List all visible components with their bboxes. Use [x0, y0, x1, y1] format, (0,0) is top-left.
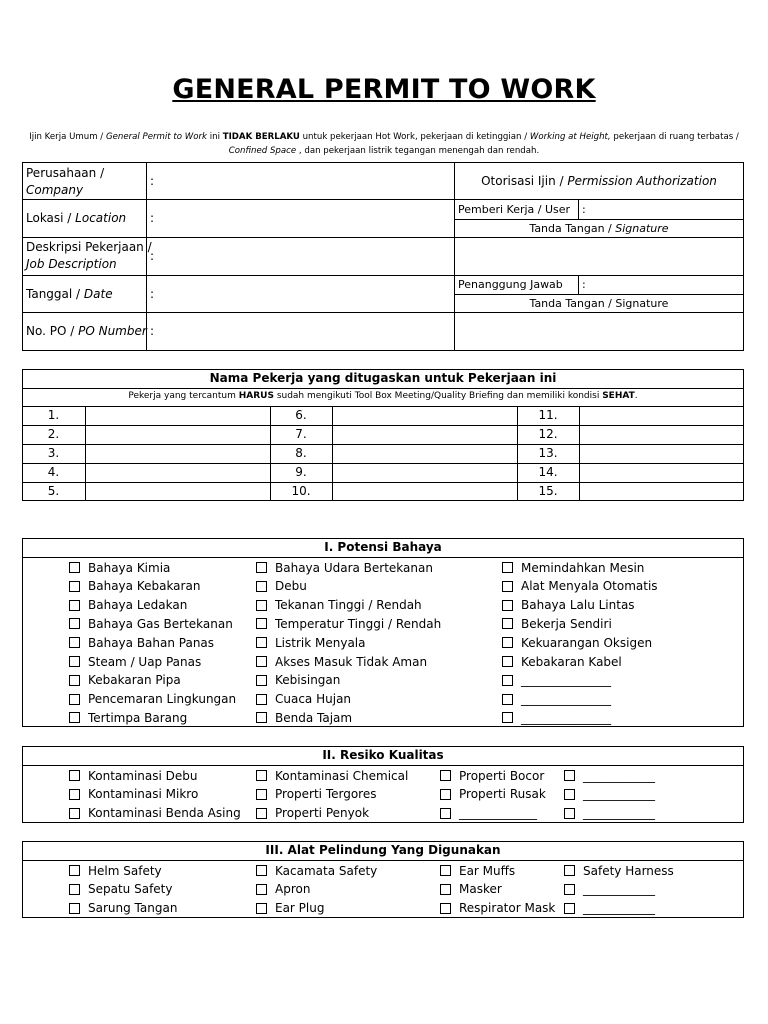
worker-name-field[interactable]: [580, 464, 743, 481]
checkbox[interactable]: [256, 808, 267, 819]
worker-name-field[interactable]: [333, 426, 516, 443]
worker-name-field[interactable]: [580, 483, 743, 500]
checkbox[interactable]: [256, 903, 267, 914]
user-signature-label: Tanda Tangan / Signature: [529, 222, 669, 235]
checkbox[interactable]: [502, 562, 513, 573]
checkbox[interactable]: [256, 694, 267, 705]
quality-item[interactable]: [440, 804, 537, 823]
quality-item[interactable]: [564, 766, 655, 785]
checkbox[interactable]: [69, 562, 80, 573]
hazards-item[interactable]: [502, 577, 658, 596]
checkbox-label: Kebakaran Kabel: [521, 654, 622, 669]
checkbox-label: Kontaminasi Benda Asing: [88, 806, 241, 821]
worker-number: 13.: [538, 446, 558, 460]
checkbox-label: ____________: [583, 806, 655, 821]
checkbox-label: ____________: [583, 901, 655, 916]
hazards-item[interactable]: [256, 690, 351, 709]
hazards-item[interactable]: [502, 652, 622, 671]
job-description-field[interactable]: :: [150, 249, 155, 263]
worker-name-field[interactable]: [580, 407, 743, 424]
quality-item[interactable]: [440, 785, 546, 804]
hazards-item[interactable]: [502, 633, 652, 652]
quality-item[interactable]: [564, 804, 655, 823]
checkbox-label: Alat Menyala Otomatis: [521, 579, 658, 594]
hazards-item[interactable]: [502, 708, 611, 727]
checkbox[interactable]: [564, 770, 575, 781]
hazards-item[interactable]: [256, 596, 422, 615]
checkbox[interactable]: [256, 618, 267, 629]
ppe-item[interactable]: [564, 861, 674, 880]
ppe-item[interactable]: [69, 899, 177, 918]
worker-number: 3.: [47, 446, 60, 460]
hazards-item[interactable]: [256, 652, 427, 671]
checkbox-label: _______________: [521, 710, 611, 725]
checkbox[interactable]: [440, 770, 451, 781]
worker-name-field[interactable]: [333, 464, 516, 481]
checkbox-label: Benda Tajam: [275, 710, 353, 725]
checkbox-label: Tertimpa Barang: [88, 710, 188, 725]
checkbox-label: Ear Plug: [275, 901, 325, 916]
user-field[interactable]: :: [582, 203, 586, 216]
hazards-item[interactable]: [502, 671, 611, 690]
intro-note: [22, 130, 746, 158]
checkbox-label: Properti Bocor: [459, 768, 545, 783]
ppe-heading: III. Alat Pelindung Yang Digunakan: [265, 843, 501, 857]
worker-number: 8.: [295, 446, 307, 460]
checkbox[interactable]: [502, 694, 513, 705]
hazards-item[interactable]: [69, 596, 187, 615]
checkbox-label: Bahaya Ledakan: [88, 598, 188, 613]
workers-heading: Nama Pekerja yang ditugaskan untuk Pekerjaan ini: [209, 371, 557, 385]
checkbox-label: Properti Penyok: [275, 806, 370, 821]
checkbox-label: ____________: [583, 768, 655, 783]
checkbox[interactable]: [502, 637, 513, 648]
checkbox[interactable]: [69, 637, 80, 648]
checkbox-label: Pencemaran Lingkungan: [88, 692, 237, 707]
checkbox[interactable]: [69, 675, 80, 686]
authorization-heading: Otorisasi Ijin / Permission Authorization: [481, 174, 717, 188]
worker-name-field[interactable]: [86, 407, 269, 424]
checkbox-label: ____________: [583, 882, 655, 897]
checkbox-label: Masker: [459, 882, 502, 897]
quality-item[interactable]: [256, 785, 376, 804]
checkbox-label: Sarung Tangan: [88, 901, 178, 916]
checkbox-label: _____________: [459, 806, 537, 821]
checkbox-label: _______________: [521, 692, 611, 707]
worker-number: 11.: [538, 408, 558, 422]
responsible-field[interactable]: :: [582, 278, 586, 291]
quality-item[interactable]: [69, 785, 198, 804]
checkbox-label: Bahaya Lalu Lintas: [521, 598, 635, 613]
job-description-label-en: Job Description: [26, 257, 117, 271]
checkbox-label: Cuaca Hujan: [275, 692, 352, 707]
worker-number: 4.: [47, 465, 60, 479]
checkbox[interactable]: [502, 675, 513, 686]
checkbox[interactable]: [69, 712, 80, 723]
quality-item[interactable]: [564, 785, 655, 804]
checkbox[interactable]: [564, 865, 575, 876]
worker-name-field[interactable]: [86, 426, 269, 443]
worker-name-field[interactable]: [86, 464, 269, 481]
hazards-item[interactable]: [69, 708, 187, 727]
checkbox[interactable]: [502, 618, 513, 629]
hazards-heading: I. Potensi Bahaya: [324, 540, 442, 554]
checkbox[interactable]: [256, 789, 267, 800]
hazards-item[interactable]: [69, 558, 170, 577]
quality-item[interactable]: [69, 804, 241, 823]
ppe-item[interactable]: [564, 880, 655, 899]
checkbox-label: Bahaya Bahan Panas: [88, 635, 215, 650]
ppe-item[interactable]: [256, 861, 377, 880]
intro-text: ini: [207, 132, 223, 142]
ppe-item[interactable]: [256, 880, 310, 899]
intro-text: General Permit to Work: [105, 132, 208, 142]
quality-heading: II. Resiko Kualitas: [322, 748, 444, 762]
checkbox-label: Bahaya Kebakaran: [88, 579, 201, 594]
checkbox[interactable]: [440, 884, 451, 895]
checkbox-label: Sepatu Safety: [88, 882, 173, 897]
checkbox[interactable]: [69, 694, 80, 705]
checkbox[interactable]: [256, 865, 267, 876]
hazards-item[interactable]: [69, 633, 214, 652]
checkbox-label: Kontaminasi Mikro: [88, 787, 199, 802]
checkbox[interactable]: [256, 656, 267, 667]
checkbox[interactable]: [69, 618, 80, 629]
checkbox-label: Kontaminasi Chemical: [275, 768, 409, 783]
checkbox[interactable]: [440, 903, 451, 914]
worker-number: 9.: [295, 465, 307, 479]
ppe-item[interactable]: [440, 880, 502, 899]
worker-name-field[interactable]: [333, 445, 516, 462]
checkbox-label: Ear Muffs: [459, 863, 516, 878]
authorization-table: [454, 162, 744, 351]
worker-name-field[interactable]: [333, 483, 516, 500]
checkbox-label: Respirator Mask: [459, 901, 556, 916]
worker-number: 10.: [291, 484, 311, 498]
worker-name-field[interactable]: [86, 445, 269, 462]
checkbox[interactable]: [256, 770, 267, 781]
hazards-item[interactable]: [69, 652, 201, 671]
hazards-item[interactable]: [256, 558, 433, 577]
hazards-item[interactable]: [256, 708, 352, 727]
checkbox[interactable]: [69, 581, 80, 592]
worker-number: 6.: [295, 408, 307, 422]
worker-number: 15.: [538, 484, 558, 498]
checkbox-label: Properti Rusak: [459, 787, 546, 802]
checkbox-label: Temperatur Tinggi / Rendah: [275, 616, 442, 631]
checkbox[interactable]: [502, 656, 513, 667]
job-description-label: Deskripsi Pekerjaan /: [26, 240, 152, 254]
hazards-item[interactable]: [502, 690, 611, 709]
checkbox[interactable]: [69, 656, 80, 667]
checkbox[interactable]: [69, 884, 80, 895]
checkbox[interactable]: [256, 637, 267, 648]
checkbox-label: Akses Masuk Tidak Aman: [275, 654, 428, 669]
checkbox-label: _______________: [521, 673, 611, 688]
checkbox[interactable]: [564, 808, 575, 819]
worker-name-field[interactable]: [86, 483, 269, 500]
responsible-label: Penanggung Jawab: [458, 278, 563, 291]
checkbox[interactable]: [69, 865, 80, 876]
intro-text: , dan pekerjaan listrik tegangan menengah dan rendah.: [296, 146, 540, 156]
intro-text: untuk pekerjaan Hot Work, pekerjaan di ketinggian /: [299, 132, 530, 142]
checkbox-label: Apron: [275, 882, 311, 897]
worker-number: 14.: [538, 465, 558, 479]
checkbox-label: Bahaya Gas Bertekanan: [88, 616, 233, 631]
checkbox[interactable]: [440, 789, 451, 800]
po-number-field[interactable]: :: [150, 324, 155, 338]
intro-text: TIDAK BERLAKU: [222, 132, 300, 142]
checkbox-label: Kebisingan: [275, 673, 341, 688]
quality-item[interactable]: [256, 766, 408, 785]
ppe-item[interactable]: [440, 861, 515, 880]
checkbox[interactable]: [256, 712, 267, 723]
ppe-item[interactable]: [256, 899, 324, 918]
checkbox-label: Helm Safety: [88, 863, 162, 878]
hazards-item[interactable]: [69, 690, 236, 709]
checkbox[interactable]: [440, 808, 451, 819]
checkbox[interactable]: [502, 712, 513, 723]
ppe-item[interactable]: [564, 899, 655, 918]
hazards-item[interactable]: [256, 671, 340, 690]
checkbox[interactable]: [256, 600, 267, 611]
checkbox[interactable]: [256, 884, 267, 895]
worker-name-field[interactable]: [580, 426, 743, 443]
date-field[interactable]: :: [150, 287, 155, 301]
intro-text: Ijin Kerja Umum /: [29, 132, 106, 142]
checkbox-label: ____________: [583, 787, 655, 802]
ppe-item[interactable]: [440, 899, 555, 918]
hazards-item[interactable]: [502, 558, 644, 577]
checkbox-label: Bahaya Udara Bertekanan: [275, 560, 433, 575]
workers-note: Pekerja yang tercantum HARUS sudah mengikuti Tool Box Meeting/Quality Briefing dan memiliki kondisi SEHAT.: [128, 391, 638, 401]
intro-text: pekerjaan di ruang terbatas /: [610, 132, 739, 142]
document-title: GENERAL PERMIT TO WORK: [172, 74, 596, 105]
quality-item[interactable]: [69, 766, 198, 785]
checkbox-label: Debu: [275, 579, 307, 594]
checkbox[interactable]: [69, 770, 80, 781]
checkbox[interactable]: [256, 675, 267, 686]
checkbox[interactable]: [502, 581, 513, 592]
hazards-item[interactable]: [256, 633, 366, 652]
worker-number: 12.: [538, 427, 558, 441]
company-label: Perusahaan /: [26, 166, 105, 180]
checkbox-label: Kekuarangan Oksigen: [521, 635, 653, 650]
checkbox[interactable]: [502, 600, 513, 611]
checkbox-label: Kontaminasi Debu: [88, 768, 198, 783]
location-label: Lokasi / Location: [26, 211, 127, 225]
checkbox-label: Kebakaran Pipa: [88, 673, 181, 688]
intro-text: Working at Height,: [529, 132, 611, 142]
quality-item[interactable]: [440, 766, 544, 785]
hazards-item[interactable]: [69, 577, 200, 596]
checkbox[interactable]: [256, 581, 267, 592]
worker-number: 5.: [47, 484, 60, 498]
company-field[interactable]: :: [150, 174, 155, 188]
checkbox[interactable]: [440, 865, 451, 876]
checkbox[interactable]: [69, 903, 80, 914]
quality-item[interactable]: [256, 804, 369, 823]
ppe-item[interactable]: [69, 880, 172, 899]
checkbox[interactable]: [256, 562, 267, 573]
hazards-item[interactable]: [502, 596, 635, 615]
checkbox[interactable]: [564, 903, 575, 914]
user-label: Pemberi Kerja / User: [458, 203, 571, 216]
responsible-signature-label: Tanda Tangan / Signature: [529, 297, 669, 310]
company-label-en: Company: [26, 183, 84, 197]
checkbox-label: Kacamata Safety: [275, 863, 378, 878]
hazards-item[interactable]: [256, 614, 441, 633]
worker-number: 7.: [295, 427, 307, 441]
checkbox[interactable]: [564, 884, 575, 895]
worker-number: 2.: [47, 427, 60, 441]
worker-name-field[interactable]: [580, 445, 743, 462]
checkbox[interactable]: [69, 789, 80, 800]
worker-name-field[interactable]: [333, 407, 516, 424]
checkbox-label: Tekanan Tinggi / Rendah: [275, 598, 422, 613]
hazards-item[interactable]: [256, 577, 307, 596]
date-label: Tanggal / Date: [26, 287, 113, 301]
worker-number: 1.: [47, 408, 60, 422]
checkbox-label: Safety Harness: [583, 863, 674, 878]
hazards-item[interactable]: [69, 671, 181, 690]
location-field[interactable]: :: [150, 211, 155, 225]
hazards-item[interactable]: [69, 614, 233, 633]
checkbox-label: Steam / Uap Panas: [88, 654, 202, 669]
checkbox[interactable]: [69, 600, 80, 611]
checkbox[interactable]: [564, 789, 575, 800]
hazards-item[interactable]: [502, 614, 612, 633]
checkbox-label: Bahaya Kimia: [88, 560, 171, 575]
po-number-label: No. PO / PO Number: [26, 324, 147, 338]
checkbox[interactable]: [69, 808, 80, 819]
checkbox-label: Bekerja Sendiri: [521, 616, 612, 631]
checkbox-label: Memindahkan Mesin: [521, 560, 645, 575]
checkbox-label: Properti Tergores: [275, 787, 377, 802]
intro-text: Confined Space: [228, 146, 297, 156]
ppe-item[interactable]: [69, 861, 162, 880]
checkbox-label: Listrik Menyala: [275, 635, 366, 650]
